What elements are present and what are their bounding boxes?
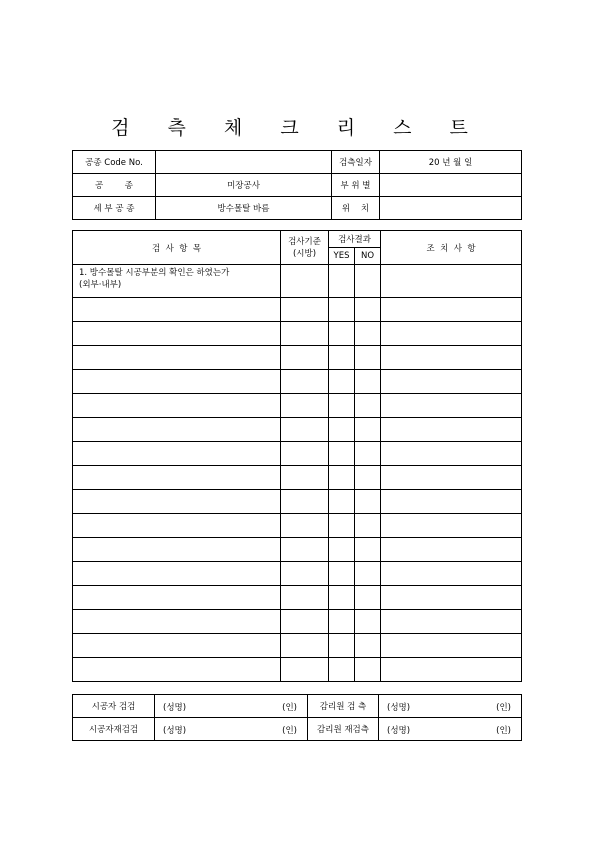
signature-table bbox=[72, 694, 522, 741]
check-item[interactable] bbox=[73, 586, 281, 610]
no-cell[interactable] bbox=[355, 634, 381, 658]
action-cell[interactable] bbox=[381, 466, 522, 490]
action-cell[interactable] bbox=[381, 514, 522, 538]
yes-cell[interactable] bbox=[329, 394, 355, 418]
date-label: 검측일자 bbox=[332, 151, 380, 174]
location-label: 위 치 bbox=[332, 197, 380, 220]
check-item[interactable] bbox=[73, 562, 281, 586]
contractor-inspect-sign[interactable] bbox=[155, 695, 308, 718]
standard-cell[interactable] bbox=[281, 466, 329, 490]
action-cell[interactable] bbox=[381, 418, 522, 442]
yes-cell[interactable] bbox=[329, 610, 355, 634]
action-cell[interactable] bbox=[381, 265, 522, 298]
date-field[interactable]: 20 년 월 일 bbox=[380, 151, 522, 174]
supervisor-inspect-label: 감리원 검 측 bbox=[308, 695, 379, 718]
no-cell[interactable] bbox=[355, 586, 381, 610]
yes-cell[interactable] bbox=[329, 490, 355, 514]
standard-cell[interactable] bbox=[281, 442, 329, 466]
no-cell[interactable] bbox=[355, 346, 381, 370]
code-field[interactable] bbox=[156, 151, 332, 174]
standard-header: 검사기준 (시방) bbox=[281, 231, 329, 265]
table-row bbox=[73, 265, 522, 298]
name-label: (성명) bbox=[163, 703, 187, 713]
table-row bbox=[73, 514, 522, 538]
part-label: 부 위 별 bbox=[332, 174, 380, 197]
standard-cell[interactable] bbox=[281, 322, 329, 346]
no-cell[interactable] bbox=[355, 538, 381, 562]
no-cell[interactable] bbox=[355, 394, 381, 418]
work-label: 공 종 bbox=[73, 174, 156, 197]
table-row bbox=[73, 490, 522, 514]
standard-cell[interactable] bbox=[281, 418, 329, 442]
table-row bbox=[73, 562, 522, 586]
header-table bbox=[72, 150, 522, 220]
standard-cell[interactable] bbox=[281, 265, 329, 298]
table-row bbox=[73, 658, 522, 682]
table-row bbox=[73, 370, 522, 394]
check-item[interactable] bbox=[73, 298, 281, 322]
action-cell[interactable] bbox=[381, 658, 522, 682]
standard-cell[interactable] bbox=[281, 586, 329, 610]
detail-label: 세 부 공 종 bbox=[73, 197, 156, 220]
action-header: 조 치 사 항 bbox=[381, 231, 522, 265]
no-cell[interactable] bbox=[355, 610, 381, 634]
no-header: NO bbox=[355, 248, 381, 265]
part-field[interactable] bbox=[380, 174, 522, 197]
standard-cell[interactable] bbox=[281, 490, 329, 514]
table-row bbox=[73, 634, 522, 658]
page-title: 검 측 체 크 리 스 트 bbox=[111, 117, 484, 139]
check-item[interactable] bbox=[73, 370, 281, 394]
action-cell[interactable] bbox=[381, 346, 522, 370]
yes-cell[interactable] bbox=[329, 586, 355, 610]
action-cell[interactable] bbox=[381, 394, 522, 418]
item-header: 검 사 항 목 bbox=[73, 231, 281, 265]
action-cell[interactable] bbox=[381, 490, 522, 514]
contractor-inspect-label: 시공자 검검 bbox=[73, 695, 155, 718]
yes-cell[interactable] bbox=[329, 634, 355, 658]
no-cell[interactable] bbox=[355, 466, 381, 490]
check-item[interactable] bbox=[73, 538, 281, 562]
no-cell[interactable] bbox=[355, 265, 381, 298]
yes-cell[interactable] bbox=[329, 265, 355, 298]
standard-cell[interactable] bbox=[281, 538, 329, 562]
work-field[interactable]: 미장공사 bbox=[156, 174, 332, 197]
yes-cell[interactable] bbox=[329, 418, 355, 442]
seal-label: (인) bbox=[282, 703, 297, 713]
contractor-reinspect-sign[interactable] bbox=[155, 718, 308, 741]
table-row bbox=[73, 298, 522, 322]
check-item[interactable] bbox=[73, 490, 281, 514]
no-cell[interactable] bbox=[355, 370, 381, 394]
action-cell[interactable] bbox=[381, 538, 522, 562]
check-item[interactable] bbox=[73, 346, 281, 370]
action-cell[interactable] bbox=[381, 586, 522, 610]
table-row bbox=[73, 394, 522, 418]
action-cell[interactable] bbox=[381, 370, 522, 394]
detail-field[interactable]: 방수몰탈 바름 bbox=[156, 197, 332, 220]
check-item: 1. 방수몰탈 시공부분의 확인은 하였는가 (외부·내부) bbox=[73, 265, 281, 298]
yes-cell[interactable] bbox=[329, 298, 355, 322]
standard-cell[interactable] bbox=[281, 562, 329, 586]
action-cell[interactable] bbox=[381, 634, 522, 658]
standard-cell[interactable] bbox=[281, 298, 329, 322]
check-item[interactable] bbox=[73, 514, 281, 538]
action-cell[interactable] bbox=[381, 322, 522, 346]
yes-cell[interactable] bbox=[329, 658, 355, 682]
name-label: (성명) bbox=[163, 726, 187, 736]
standard-cell[interactable] bbox=[281, 394, 329, 418]
table-row bbox=[73, 346, 522, 370]
yes-cell[interactable] bbox=[329, 346, 355, 370]
table-row bbox=[73, 418, 522, 442]
no-cell[interactable] bbox=[355, 298, 381, 322]
table-row bbox=[73, 538, 522, 562]
yes-cell[interactable] bbox=[329, 562, 355, 586]
location-field[interactable] bbox=[380, 197, 522, 220]
no-cell[interactable] bbox=[355, 490, 381, 514]
yes-cell[interactable] bbox=[329, 466, 355, 490]
contractor-reinspect-label: 시공자재검검 bbox=[73, 718, 155, 741]
table-row bbox=[73, 442, 522, 466]
no-cell[interactable] bbox=[355, 442, 381, 466]
no-cell[interactable] bbox=[355, 562, 381, 586]
supervisor-inspect-sign[interactable] bbox=[379, 695, 522, 718]
no-cell[interactable] bbox=[355, 514, 381, 538]
table-row bbox=[73, 466, 522, 490]
yes-cell[interactable] bbox=[329, 322, 355, 346]
standard-cell[interactable] bbox=[281, 634, 329, 658]
yes-cell[interactable] bbox=[329, 370, 355, 394]
action-cell[interactable] bbox=[381, 562, 522, 586]
standard-cell[interactable] bbox=[281, 346, 329, 370]
check-item[interactable] bbox=[73, 610, 281, 634]
table-row bbox=[73, 586, 522, 610]
supervisor-reinspect-label: 감리원 재검측 bbox=[308, 718, 379, 741]
no-cell[interactable] bbox=[355, 418, 381, 442]
name-label: (성명) bbox=[387, 726, 411, 736]
check-item[interactable] bbox=[73, 418, 281, 442]
check-item[interactable] bbox=[73, 442, 281, 466]
table-row bbox=[73, 610, 522, 634]
check-item[interactable] bbox=[73, 634, 281, 658]
check-item[interactable] bbox=[73, 658, 281, 682]
standard-cell[interactable] bbox=[281, 514, 329, 538]
standard-cell[interactable] bbox=[281, 658, 329, 682]
standard-cell[interactable] bbox=[281, 370, 329, 394]
yes-cell[interactable] bbox=[329, 442, 355, 466]
code-label: 공종 Code No. bbox=[73, 151, 156, 174]
action-cell[interactable] bbox=[381, 442, 522, 466]
result-header: 검사결과 bbox=[329, 231, 381, 248]
seal-label: (인) bbox=[282, 726, 297, 736]
name-label: (성명) bbox=[387, 703, 411, 713]
action-cell[interactable] bbox=[381, 610, 522, 634]
check-table bbox=[72, 230, 522, 682]
check-item[interactable] bbox=[73, 466, 281, 490]
yes-cell[interactable] bbox=[329, 538, 355, 562]
action-cell[interactable] bbox=[381, 298, 522, 322]
seal-label: (인) bbox=[496, 703, 511, 713]
no-cell[interactable] bbox=[355, 322, 381, 346]
supervisor-reinspect-sign[interactable] bbox=[379, 718, 522, 741]
yes-cell[interactable] bbox=[329, 514, 355, 538]
check-item[interactable] bbox=[73, 322, 281, 346]
yes-header: YES bbox=[329, 248, 355, 265]
seal-label: (인) bbox=[496, 726, 511, 736]
no-cell[interactable] bbox=[355, 658, 381, 682]
standard-cell[interactable] bbox=[281, 610, 329, 634]
check-item[interactable] bbox=[73, 394, 281, 418]
table-row bbox=[73, 322, 522, 346]
